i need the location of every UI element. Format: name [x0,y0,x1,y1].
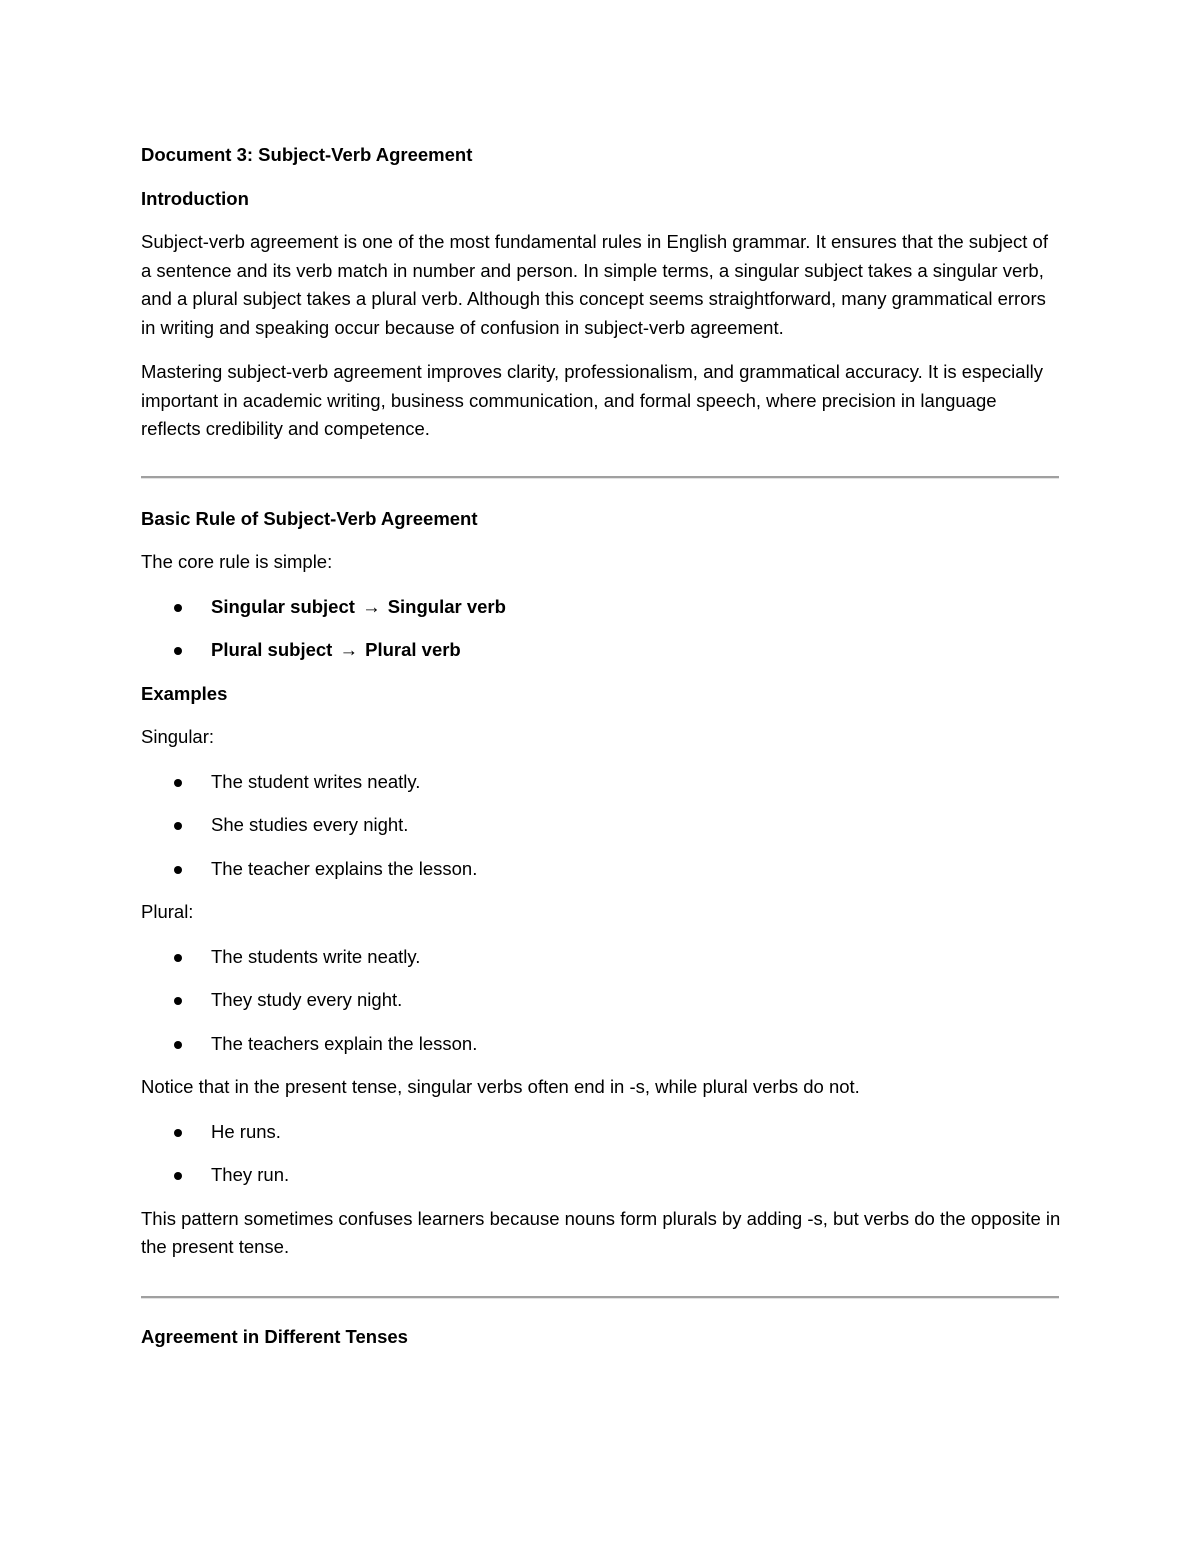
rule-verb: Plural verb [365,639,461,660]
section-heading-basic-rule: Basic Rule of Subject-Verb Agreement [141,507,478,529]
horizontal-divider [141,476,1059,479]
list-item [141,593,1061,622]
bullet-icon [174,1172,182,1180]
list-item [141,1118,1061,1147]
example-text: They run. [211,1164,290,1185]
list-item [141,636,1061,665]
notice-text: Notice that in the present tense, singular verbs often end in -s, while plural verbs do not. [141,1076,860,1097]
list-item [141,768,1061,797]
notice-examples-list [141,1118,1061,1190]
core-rules-list [141,593,1061,665]
plural-label: Plural: [141,901,194,922]
arrow-right-icon: → [339,639,358,660]
section-heading-tenses: Agreement in Different Tenses [141,1325,408,1347]
section-heading-introduction: Introduction [141,187,249,209]
bullet-icon [174,604,182,612]
example-text: The students write neatly. [211,945,421,967]
horizontal-divider [141,1296,1059,1299]
singular-examples-list [141,768,1061,884]
bullet-icon [174,866,182,874]
example-text: The teachers explain the lesson. [211,1032,478,1054]
intro-paragraph-2: Mastering subject-verb agreement improves clarity, professionalism, and grammatical accuracy. It is especially important in academic writing, business communication, and formal speech, where precision in language reflects credibility and competence. [141,361,1044,439]
singular-label: Singular: [141,726,215,747]
rule-verb: Singular verb [387,595,506,617]
plural-examples-list [141,943,1061,1059]
core-rule-text: The core rule is simple: [141,551,333,572]
list-item [141,1161,1061,1190]
bullet-icon [174,1129,182,1137]
list-item [141,986,1061,1015]
bullet-icon [174,779,182,787]
example-text: He runs. [211,1120,281,1142]
list-item [141,855,1061,884]
list-item [141,943,1061,972]
example-text: The student writes neatly. [211,770,421,792]
example-text: The teacher explains the lesson. [211,857,478,879]
bullet-icon [174,822,182,830]
bullet-icon [174,954,182,962]
intro-paragraph-1: Subject-verb agreement is one of the most fundamental rules in English grammar. It ensures that the subject of a sentence and its verb match in number and person. In simple terms, a singular subject takes a singular verb, and a plural subject takes a plural verb. Although this concept seems straightforward, many grammatical errors in writing and speaking occur because of confusion in subject-verb agreement. [141,231,1048,338]
document-title: Document 3: Subject-Verb Agreement [141,144,473,165]
example-text: They study every night. [211,989,403,1010]
pattern-text: This pattern sometimes confuses learners because nouns form plurals by adding -s, but verbs do the opposite in the present tense. [141,1207,1061,1257]
list-item [141,811,1061,840]
bullet-icon [174,1041,182,1049]
list-item [141,1030,1061,1059]
section-heading-examples: Examples [141,682,228,704]
bullet-icon [174,647,182,655]
bullet-icon [174,997,182,1005]
document-page [141,141,1061,1366]
rule-subject: Plural subject [211,639,333,660]
rule-subject: Singular subject [211,595,355,617]
arrow-right-icon: → [362,595,381,617]
example-text: She studies every night. [211,814,409,835]
